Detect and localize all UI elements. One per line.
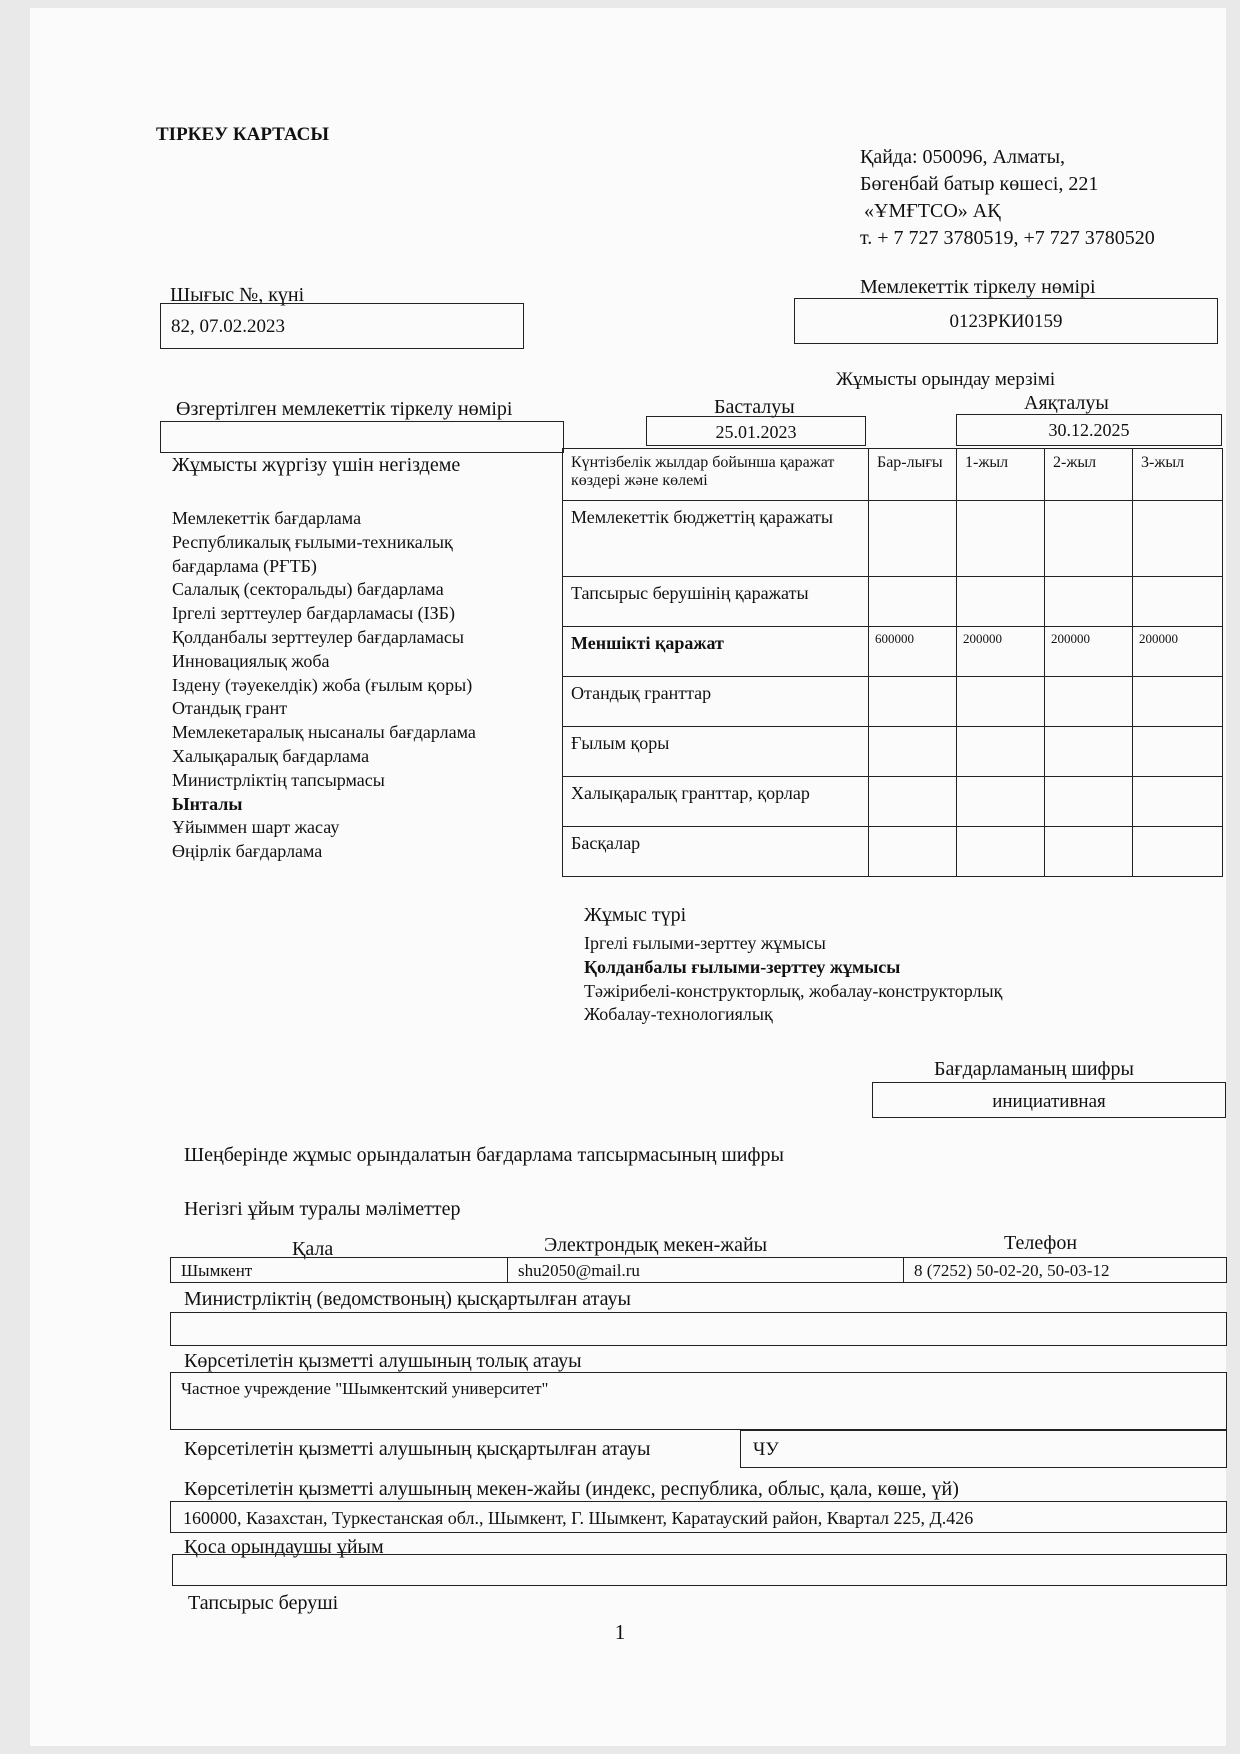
address-line: Қайда: 050096, Алматы, (860, 146, 1066, 168)
phone-label: Телефон (1004, 1232, 1078, 1254)
outgoing-field[interactable]: 82, 07.02.2023 (160, 303, 524, 349)
funding-y3[interactable] (1133, 501, 1223, 577)
funding-header-source: Күнтізбелік жылдар бойынша қаражат көздері және көлемі (563, 449, 869, 501)
funding-y3[interactable] (1133, 777, 1223, 827)
funding-y1[interactable] (957, 501, 1045, 577)
program-code-label: Бағдарламаның шифры (934, 1058, 1134, 1080)
end-date-field[interactable]: 30.12.2025 (956, 414, 1222, 446)
funding-source: Отандық гранттар (563, 677, 869, 727)
funding-y3[interactable] (1133, 577, 1223, 627)
funding-y3[interactable] (1133, 727, 1223, 777)
basis-item: Отандық грант (172, 698, 288, 719)
org-info-label: Негізгі ұйым туралы мәліметтер (184, 1198, 461, 1220)
funding-y1[interactable] (957, 577, 1045, 627)
full-name-label: Көрсетілетін қызметті алушының толық атауы (184, 1350, 582, 1372)
postal-label: Көрсетілетін қызметті алушының мекен-жайы (индекс, республика, облыс, қала, көше, үй) (184, 1478, 959, 1500)
funding-header-y1: 1-жыл (957, 449, 1045, 501)
email-label: Электрондық мекен-жайы (544, 1234, 768, 1256)
funding-source: Тапсырыс берушінің қаражаты (563, 577, 869, 627)
basis-item: Халықаралық бағдарлама (172, 745, 370, 766)
table-row (563, 677, 1223, 727)
short-name-label: Көрсетілетін қызметті алушының қысқартылған атауы (184, 1438, 651, 1460)
funding-source: Ғылым қоры (563, 727, 869, 777)
basis-item: Мемлекетаралық нысаналы бағдарлама (172, 722, 476, 743)
funding-source: Меншікті қаражат (563, 627, 869, 677)
changed-reg-field[interactable] (160, 421, 564, 453)
state-reg-label: Мемлекеттік тіркелу нөмірі (860, 276, 1096, 298)
funding-y2[interactable] (1045, 501, 1133, 577)
funding-total[interactable]: 600000 (869, 627, 957, 677)
basis-item: Қолданбалы зерттеулер бағдарламасы (172, 626, 464, 647)
changed-reg-label: Өзгертілген мемлекеттік тіркелу нөмірі (176, 398, 513, 420)
funding-y3[interactable]: 200000 (1133, 627, 1223, 677)
funding-y2[interactable] (1045, 827, 1133, 877)
start-label: Басталуы (714, 396, 795, 418)
funding-y2[interactable] (1045, 677, 1133, 727)
city-field[interactable]: Шымкент (170, 1257, 508, 1283)
funding-total[interactable] (869, 727, 957, 777)
basis-item-selected: Ынталы (172, 793, 243, 814)
email-field[interactable]: shu2050@mail.ru (507, 1257, 904, 1283)
funding-header-row (563, 449, 1223, 501)
funding-y1[interactable]: 200000 (957, 627, 1045, 677)
funding-y1[interactable] (957, 677, 1045, 727)
basis-item: Ұйыммен шарт жасау (172, 817, 340, 838)
funding-source: Басқалар (563, 827, 869, 877)
basis-label: Жұмысты жүргізу үшін негіздеме (172, 454, 461, 476)
funding-table (562, 448, 1223, 877)
funding-total[interactable] (869, 827, 957, 877)
funding-y1[interactable] (957, 827, 1045, 877)
co-executor-label: Қоса орындаушы ұйым (184, 1536, 384, 1558)
table-row (563, 727, 1223, 777)
table-row (563, 777, 1223, 827)
outgoing-label: Шығыс №, күні (170, 284, 305, 306)
address-line: Бөгенбай батыр көшесі, 221 (860, 173, 1099, 195)
funding-header-y3: 3-жыл (1133, 449, 1223, 501)
ministry-label: Министрліктің (ведомствоның) қысқартылған атауы (184, 1288, 631, 1310)
address-line: т. + 7 727 3780519, +7 727 3780520 (860, 227, 1155, 249)
address-line: «ҰМҒТСО» АҚ (864, 200, 1001, 222)
program-code-field[interactable]: инициативная (872, 1082, 1226, 1118)
funding-total[interactable] (869, 677, 957, 727)
table-row (563, 627, 1223, 677)
funding-y3[interactable] (1133, 677, 1223, 727)
ministry-field[interactable] (170, 1312, 1227, 1346)
funding-y2[interactable]: 200000 (1045, 627, 1133, 677)
funding-y1[interactable] (957, 727, 1045, 777)
work-type-label: Жұмыс түрі (584, 904, 687, 926)
co-executor-field[interactable] (172, 1554, 1227, 1586)
funding-header-total: Бар-лығы (869, 449, 957, 501)
page-number: 1 (614, 1620, 626, 1644)
basis-item: Іздену (тәуекелдік) жоба (ғылым қоры) (172, 674, 473, 695)
funding-source: Халықаралық гранттар, қорлар (563, 777, 869, 827)
basis-item: бағдарлама (РҒТБ) (172, 555, 317, 576)
funding-total[interactable] (869, 577, 957, 627)
funding-y2[interactable] (1045, 777, 1133, 827)
basis-item: Республикалық ғылыми-техникалық (172, 531, 453, 552)
table-row (563, 577, 1223, 627)
funding-y2[interactable] (1045, 577, 1133, 627)
funding-y2[interactable] (1045, 727, 1133, 777)
customer-label: Тапсырыс беруші (188, 1592, 339, 1614)
work-type-item-selected: Қолданбалы ғылыми-зерттеу жұмысы (584, 956, 901, 977)
task-code-label: Шеңберінде жұмыс орындалатын бағдарлама тапсырмасының шифры (184, 1144, 784, 1166)
start-date-field[interactable]: 25.01.2023 (646, 416, 866, 446)
basis-item: Өңірлік бағдарлама (172, 841, 323, 862)
short-name-field[interactable]: ЧУ (740, 1430, 1227, 1468)
funding-header-y2: 2-жыл (1045, 449, 1133, 501)
funding-total[interactable] (869, 777, 957, 827)
funding-y3[interactable] (1133, 827, 1223, 877)
basis-item: Іргелі зерттеулер бағдарламасы (ІЗБ) (172, 603, 456, 624)
basis-item: Салалық (секторальды) бағдарлама (172, 579, 444, 600)
table-row (563, 501, 1223, 577)
address-block (860, 144, 1155, 252)
work-type-list (584, 932, 1002, 1027)
basis-item: Министрліктің тапсырмасы (172, 769, 385, 790)
basis-list (172, 507, 476, 864)
period-label: Жұмысты орындау мерзімі (836, 369, 1056, 390)
basis-item: Инновациялық жоба (172, 650, 330, 671)
funding-total[interactable] (869, 501, 957, 577)
end-label: Аяқталуы (1024, 392, 1109, 414)
table-row (563, 827, 1223, 877)
work-type-item: Жобалау-технологиялық (584, 1004, 773, 1025)
work-type-item: Іргелі ғылыми-зерттеу жұмысы (584, 933, 826, 953)
basis-item: Мемлекеттік бағдарлама (172, 508, 362, 528)
postal-field[interactable]: 160000, Казахстан, Туркестанская обл., Шымкент, Г. Шымкент, Каратауский район, Квартал 225, Д.426 (170, 1501, 1227, 1533)
page-title: ТІРКЕУ КАРТАСЫ (156, 124, 330, 145)
state-reg-field[interactable]: 0123РКИ0159 (794, 298, 1218, 344)
full-name-field[interactable]: Частное учреждение "Шымкентский университет" (170, 1372, 1227, 1430)
city-label: Қала (292, 1238, 334, 1260)
work-type-item: Тәжірибелі-конструкторлық, жобалау-конструкторлық (584, 980, 1003, 1001)
phone-field[interactable]: 8 (7252) 50-02-20, 50-03-12 (903, 1257, 1227, 1283)
funding-y1[interactable] (957, 777, 1045, 827)
funding-source: Мемлекеттік бюджеттің қаражаты (563, 501, 869, 577)
